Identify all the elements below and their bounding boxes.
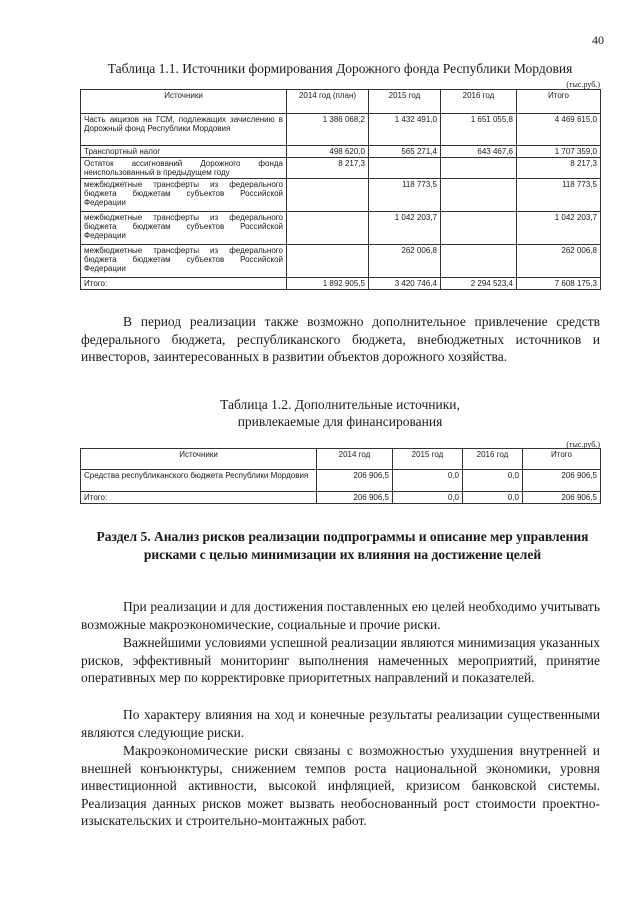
value-cell: 0,0 (463, 470, 523, 492)
body-paragraph: При реализации и для достижения поставленных ею целей необходимо учитывать возможные макроэкономические, социальные и прочие риски. (81, 599, 600, 632)
value-cell: 262 006,8 (517, 245, 601, 278)
table-total-row (81, 278, 601, 290)
section-heading: Раздел 5. Анализ рисков реализации подпрограммы и описание мер управления рисками с целью минимизации их влияния на достижение целей (96, 529, 589, 562)
table2-caption-line2: привлекаемые для финансирования (237, 414, 443, 429)
table-row (81, 245, 601, 278)
table-row (81, 158, 601, 179)
table2-caption-line1: Таблица 1.2. Дополнительные источники, (220, 397, 460, 412)
value-cell: 1 707 359,0 (517, 146, 601, 158)
value-cell (441, 212, 517, 245)
source-cell: межбюджетные трансферты из федерального бюджета бюджетам субъектов Российской Федерации (81, 245, 287, 278)
column-header: 2015 год (393, 449, 463, 470)
value-cell: 0,0 (463, 492, 523, 504)
column-header: Источники (81, 90, 287, 114)
value-cell: 206 906,5 (317, 470, 393, 492)
value-cell (287, 245, 369, 278)
column-header: Источники (81, 449, 317, 470)
value-cell: 8 217,3 (287, 158, 369, 179)
value-cell (441, 158, 517, 179)
value-cell: 4 469 615,0 (517, 114, 601, 146)
source-cell: межбюджетные трансферты из федерального бюджета бюджетам субъектов Российской Федерации (81, 212, 287, 245)
value-cell: 0,0 (393, 492, 463, 504)
table-row (81, 114, 601, 146)
funding-paragraph: В период реализации также возможно дополнительное привлечение средств федерального бюджета, республиканского бюджета, внебюджетных источников и инвесторов, заинтересованных в развитии объектов дорожного хозяйства. (81, 314, 600, 364)
value-cell: 262 006,8 (369, 245, 441, 278)
value-cell: 1 042 203,7 (517, 212, 601, 245)
source-cell: Транспортный налог (81, 146, 287, 158)
column-header: 2016 год (441, 90, 517, 114)
source-cell: Итого: (81, 492, 317, 504)
table-total-row (81, 492, 601, 504)
column-header: 2014 год (план) (287, 90, 369, 114)
column-header: 2014 год (317, 449, 393, 470)
value-cell: 206 906,5 (317, 492, 393, 504)
value-cell: 1 432 491,0 (369, 114, 441, 146)
value-cell: 1 386 068,2 (287, 114, 369, 146)
value-cell: 3 420 746,4 (369, 278, 441, 290)
value-cell (441, 179, 517, 212)
sources-table (80, 89, 601, 290)
value-cell (287, 212, 369, 245)
table-row (81, 470, 601, 492)
value-cell: 1 651 055,8 (441, 114, 517, 146)
source-cell: Итого: (81, 278, 287, 290)
source-cell: Часть акцизов на ГСМ, подлежащих зачислению в Дорожный фонд Республики Мордовия (81, 114, 287, 146)
additional-sources-table (80, 448, 601, 504)
table1-unit: (тыс.руб.) (566, 80, 600, 89)
value-cell: 118 773,5 (369, 179, 441, 212)
column-header: 2015 год (369, 90, 441, 114)
value-cell: 0,0 (393, 470, 463, 492)
column-header: Итого (523, 449, 601, 470)
table-header-row (81, 90, 601, 114)
value-cell: 118 773,5 (517, 179, 601, 212)
value-cell: 206 906,5 (523, 492, 601, 504)
table-header-row (81, 449, 601, 470)
page-number: 40 (592, 33, 604, 47)
value-cell: 7 608 175,3 (517, 278, 601, 290)
table2-unit: (тыс.руб.) (566, 440, 600, 449)
value-cell: 2 294 523,4 (441, 278, 517, 290)
column-header: 2016 год (463, 449, 523, 470)
value-cell (441, 245, 517, 278)
body-paragraph: Макроэкономические риски связаны с возможностью ухудшения внутренней и внешней конъюнктуры, снижением темпов роста национальной экономики, уровня инвестиционной активности, высокой инфляцией, кризисом банковской системы. Реализация данных рисков может вызвать необоснованный рост стоимости проектно-изыскательских и строительно-монтажных работ. (81, 743, 600, 828)
source-cell: Средства республиканского бюджета Республики Мордовия (81, 470, 317, 492)
value-cell: 643 467,6 (441, 146, 517, 158)
table1-caption: Таблица 1.1. Источники формирования Дорожного фонда Республики Мордовия (107, 61, 573, 76)
table-row (81, 212, 601, 245)
body-paragraph: По характеру влияния на ход и конечные результаты реализации существенными являются следующие риски. (81, 707, 600, 740)
value-cell: 8 217,3 (517, 158, 601, 179)
value-cell: 1 042 203,7 (369, 212, 441, 245)
value-cell (369, 158, 441, 179)
table-row (81, 179, 601, 212)
value-cell (287, 179, 369, 212)
source-cell: межбюджетные трансферты из федерального бюджета бюджетам субъектов Российской Федерации (81, 179, 287, 212)
value-cell: 1 892 905,5 (287, 278, 369, 290)
value-cell: 498 620,0 (287, 146, 369, 158)
column-header: Итого (517, 90, 601, 114)
value-cell: 206 906,5 (523, 470, 601, 492)
body-paragraph: Важнейшими условиями успешной реализации являются минимизация указанных рисков, эффективный мониторинг выполнения намеченных мероприятий, принятие оперативных мер по корректировке приоритетных направлений и показателей. (81, 635, 600, 685)
table-row (81, 146, 601, 158)
source-cell: Остаток ассигнований Дорожного фонда неиспользованный в предыдущем году (81, 158, 287, 179)
value-cell: 565 271,4 (369, 146, 441, 158)
